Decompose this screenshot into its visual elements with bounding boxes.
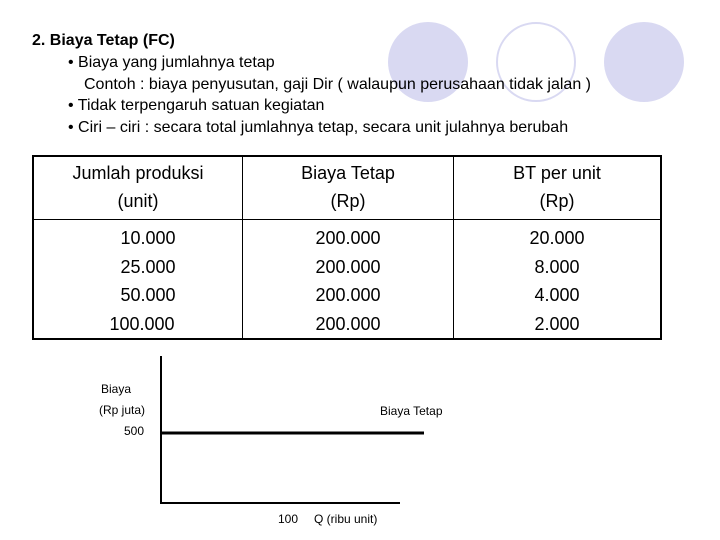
chart-series-label: Biaya Tetap <box>380 404 443 418</box>
chart-x-tick-label: 100 <box>278 512 299 526</box>
chart-y-tick-label: 500 <box>124 424 145 438</box>
bullet-characteristics: • Ciri – ciri : secara total jumlahnya tetap, secara unit julahnya berubah <box>68 119 569 136</box>
chart-xlabel: Q (ribu unit) <box>314 512 378 526</box>
bullet-example: Contoh : biaya penyusutan, gaji Dir ( walaupun perusahaan tidak jalan ) <box>84 76 591 93</box>
column-fixed-cost: 200.000 200.000 200.000 200.000 <box>243 220 454 340</box>
column-fc-per-unit: 20.000 8.000 4.000 2.000 <box>454 220 662 340</box>
chart-ylabel-line-2: (Rp juta) <box>99 403 146 417</box>
section-heading: 2. Biaya Tetap (FC) <box>32 32 175 49</box>
header-production: Jumlah produksi (unit) <box>33 156 243 220</box>
header-fc-per-unit: BT per unit (Rp) <box>454 156 662 220</box>
chart-ylabel-line-1: Biaya <box>101 382 132 396</box>
bullet-fixed-amount: • Biaya yang jumlahnya tetap <box>68 54 275 71</box>
header-fixed-cost: Biaya Tetap (Rp) <box>243 156 454 220</box>
bullet-not-affected: • Tidak terpengaruh satuan kegiatan <box>68 97 325 114</box>
column-production: 10.000 25.000 50.000 100.000 <box>33 220 243 340</box>
